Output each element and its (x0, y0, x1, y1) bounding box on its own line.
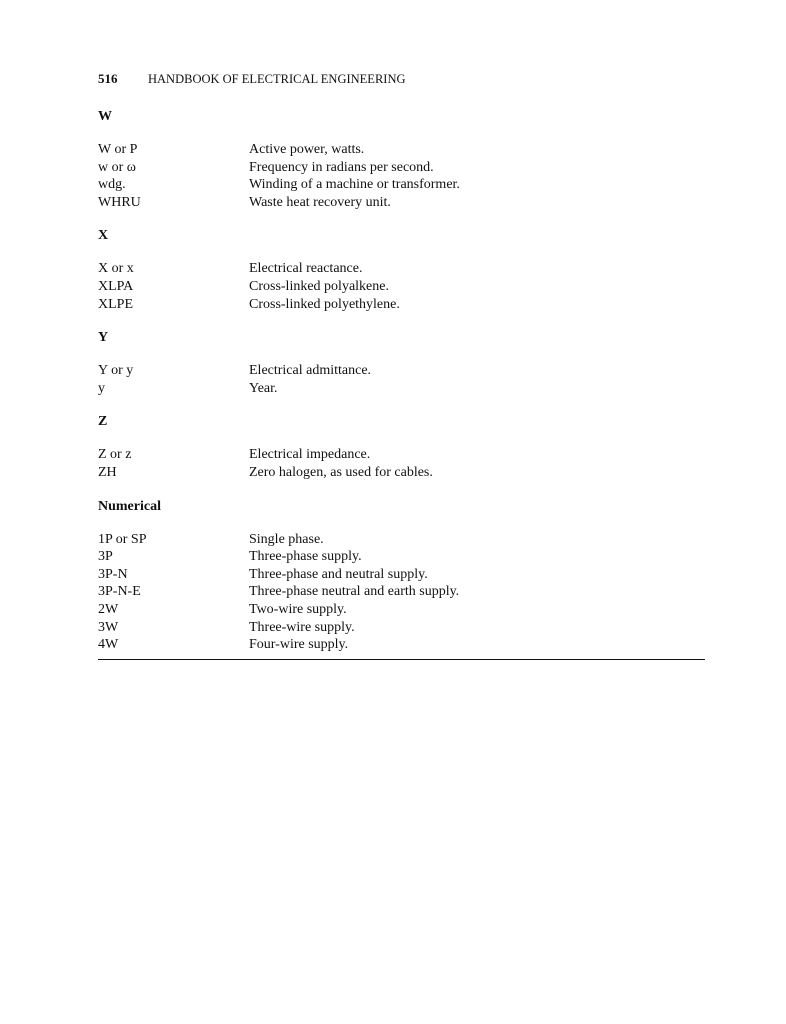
glossary-definition: Winding of a machine or transformer. (249, 177, 460, 193)
glossary-entry (98, 296, 705, 314)
glossary-definition: Two-wire supply. (249, 601, 347, 617)
glossary-definition: Three-phase supply. (249, 549, 362, 565)
section-heading: Z (98, 414, 108, 430)
glossary-term: y (98, 380, 105, 396)
glossary-entry (98, 176, 705, 194)
glossary-definition: Electrical admittance. (249, 363, 372, 379)
glossary-term: 4W (98, 637, 119, 653)
glossary-definition: Year. (249, 380, 278, 396)
glossary-definition: Electrical reactance. (249, 261, 363, 277)
glossary-term: WHRU (98, 194, 141, 210)
section-x (98, 227, 705, 313)
glossary-definition: Cross-linked polyethylene. (249, 296, 400, 312)
glossary-term: w or ω (98, 159, 136, 175)
glossary-entry (98, 601, 705, 619)
glossary-definition: Active power, watts. (249, 142, 365, 157)
glossary-entry (98, 278, 705, 296)
glossary-definition: Three-wire supply. (249, 619, 355, 635)
section-heading: Numerical (98, 498, 161, 514)
glossary-entry (98, 531, 705, 549)
glossary-term: 2W (98, 601, 119, 617)
glossary-definition: Zero halogen, as used for cables. (249, 464, 433, 480)
glossary-term: wdg. (98, 177, 126, 193)
glossary-entry (98, 380, 705, 398)
running-head (98, 68, 705, 90)
section-numerical (98, 498, 705, 654)
page-number: 516 (98, 71, 118, 86)
glossary-term: 3P-N (98, 566, 128, 582)
end-rule (98, 659, 705, 660)
glossary-term: ZH (98, 464, 117, 480)
glossary-definition: Four-wire supply. (249, 637, 349, 653)
glossary-term: XLPA (98, 278, 134, 294)
glossary-entry (98, 194, 705, 212)
glossary-entry (98, 446, 705, 464)
glossary-term: 3P-N-E (98, 584, 141, 600)
glossary-entry (98, 566, 705, 584)
glossary-definition: Single phase. (249, 531, 324, 547)
glossary-term: Z or z (98, 447, 132, 463)
section-w (98, 108, 705, 211)
glossary-definition: Frequency in radians per second. (249, 159, 434, 175)
glossary-entry (98, 159, 705, 177)
glossary-term: Y or y (98, 363, 134, 379)
glossary-term: 1P or SP (98, 531, 147, 547)
glossary-definition: Cross-linked polyalkene. (249, 278, 389, 294)
glossary-definition: Three-phase neutral and earth supply. (249, 584, 460, 600)
glossary-definition: Waste heat recovery unit. (249, 194, 391, 210)
glossary-entry (98, 141, 705, 159)
section-heading: W (98, 109, 112, 124)
glossary-definition: Electrical impedance. (249, 447, 371, 463)
glossary-entry (98, 548, 705, 566)
glossary-term: W or P (98, 142, 138, 157)
book-page (98, 68, 705, 660)
glossary-entry (98, 636, 705, 654)
glossary-entry (98, 619, 705, 637)
glossary-term: 3P (98, 549, 113, 565)
glossary-entry (98, 583, 705, 601)
glossary-entry (98, 464, 705, 482)
glossary-definition: Three-phase and neutral supply. (249, 566, 428, 582)
glossary-entry (98, 260, 705, 278)
running-title: HANDBOOK OF ELECTRICAL ENGINEERING (148, 72, 406, 86)
section-z (98, 413, 705, 481)
section-heading: Y (98, 330, 109, 346)
section-y (98, 329, 705, 397)
glossary-term: XLPE (98, 296, 133, 312)
glossary-term: X or x (98, 261, 134, 277)
section-heading: X (98, 228, 109, 244)
glossary-term: 3W (98, 619, 119, 635)
glossary-entry (98, 362, 705, 380)
